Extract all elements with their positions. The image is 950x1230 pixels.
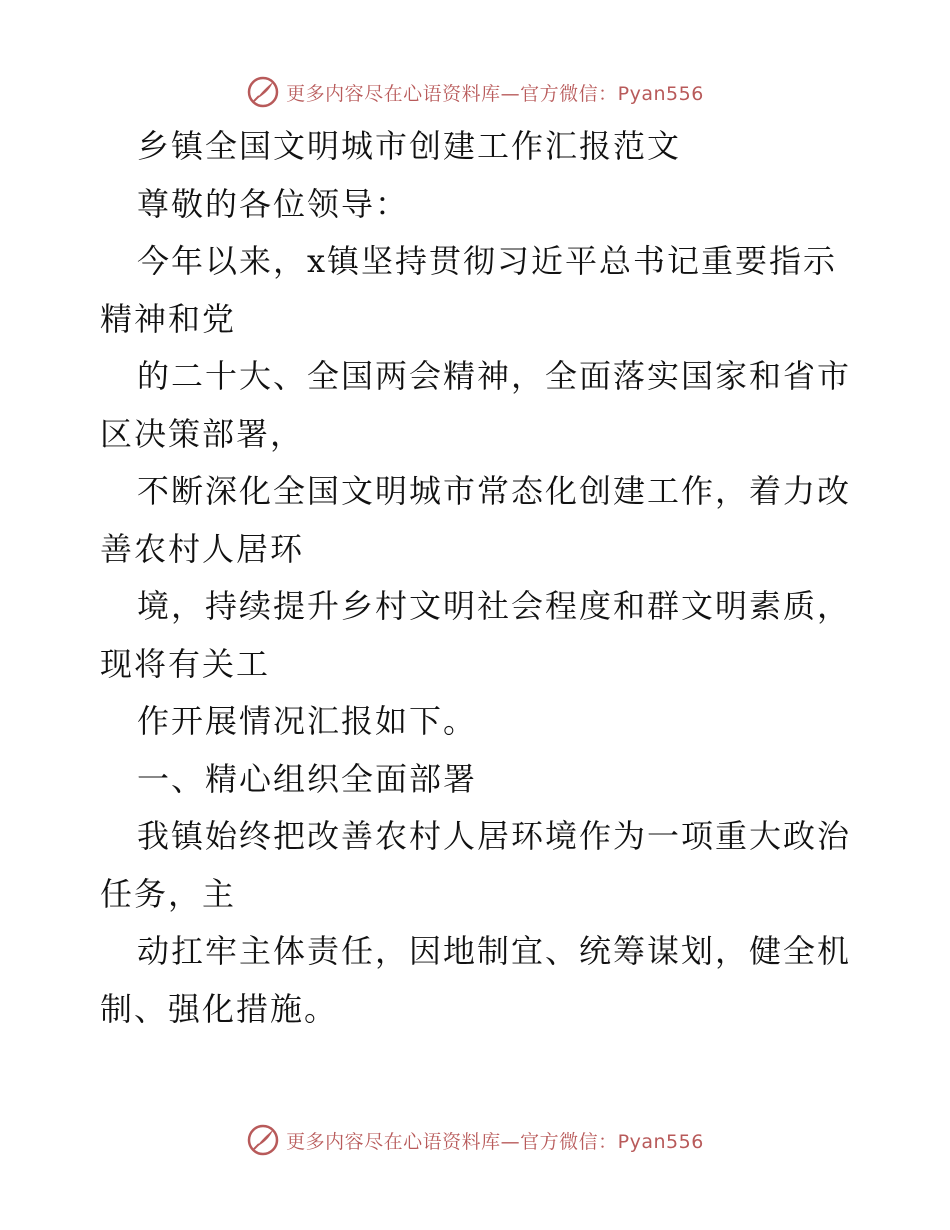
footer-watermark — [246, 1123, 704, 1157]
document-title: 乡镇全国文明城市创建工作汇报范文 — [137, 127, 682, 165]
paragraph: 作开展情况汇报如下。 — [137, 702, 478, 740]
paragraph: 动扛牢主体责任，因地制宜、统筹谋划，健全机制、强化措施。 — [100, 932, 852, 1028]
paragraph: 我镇始终把改善农村人居环境作为一项重大政治任务，主 — [100, 817, 852, 913]
paragraph: 今年以来，x镇坚持贯彻习近平总书记重要指示精神和党 — [100, 242, 838, 338]
header-watermark-banner — [0, 72, 950, 112]
section-heading: 一、精心组织全面部署 — [137, 759, 478, 798]
salutation: 尊敬的各位领导： — [137, 184, 410, 223]
header-watermark-text: 更多内容尽在心语资料库—官方微信：Pyan556 — [286, 82, 704, 105]
document-body — [100, 118, 860, 1038]
header-watermark — [246, 75, 704, 109]
paragraph: 境，持续提升乡村文明社会程度和群文明素质，现将有关工 — [100, 587, 852, 683]
feather-seal-icon — [246, 75, 280, 109]
footer-watermark-text: 更多内容尽在心语资料库—官方微信：Pyan556 — [286, 1130, 704, 1153]
paragraph: 不断深化全国文明城市常态化创建工作，着力改善农村人居环 — [100, 472, 852, 568]
paragraph: 的二十大、全国两会精神，全面落实国家和省市区决策部署， — [100, 357, 852, 453]
footer-watermark-banner — [0, 1120, 950, 1160]
feather-seal-icon — [246, 1123, 280, 1157]
